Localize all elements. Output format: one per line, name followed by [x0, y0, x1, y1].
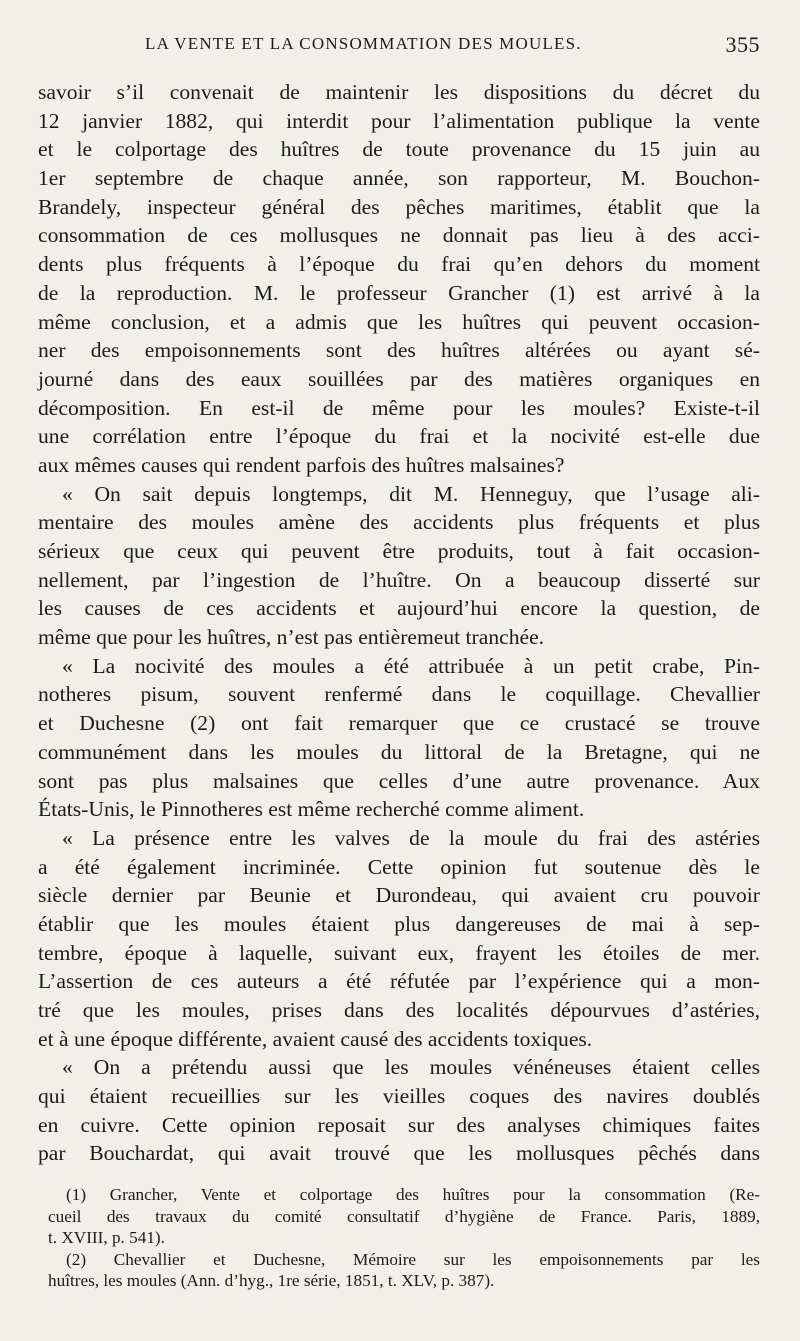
body-text	[38, 78, 760, 1168]
text-line: nellement, par l’ingestion de l’huître. On a beaucoup disserté sur	[38, 567, 760, 592]
text-line: 1er septembre de chaque année, son rapporteur, M. Bouchon-	[38, 166, 760, 191]
text-line: journé dans des eaux souillées par des matières organiques en	[38, 366, 760, 391]
text-line: savoir s’il convenait de maintenir les dispositions du décret du	[38, 80, 760, 104]
text-line: dents plus fréquents à l’époque du frai qu’en dehors du moment	[38, 252, 760, 277]
text-line: a été également incriminée. Cette opinion fut soutenue dès le	[38, 854, 760, 879]
text-line: et le colportage des huîtres de toute provenance du 15 juin au	[38, 137, 760, 162]
text-line: qui étaient recueillies sur les vieilles coques des navires doublés	[38, 1084, 760, 1109]
footnote-line: huîtres, les moules (Ann. d’hyg., 1re série, 1851, t. XLV, p. 387).	[48, 1271, 495, 1290]
footnote-line: (1) Grancher, Vente et colportage des huîtres pour la consommation (Re-	[66, 1185, 760, 1204]
text-line: en cuivre. Cette opinion reposait sur des analyses chimiques faites	[38, 1112, 760, 1137]
text-line: notheres pisum, souvent renfermé dans le coquillage. Chevallier	[38, 682, 760, 707]
footnote-line: cueil des travaux du comité consultatif d’hygiène de France. Paris, 1889,	[48, 1206, 760, 1226]
footnotes	[48, 1184, 760, 1292]
text-line: « La présence entre les valves de la moule du frai des astéries	[62, 825, 760, 850]
text-line: et Duchesne (2) ont fait remarquer que ce crustacé se trouve	[38, 711, 760, 736]
text-line: tembre, époque à laquelle, suivant eux, frayent les étoiles de mer.	[38, 940, 760, 965]
text-line: mentaire des moules amène des accidents plus fréquents et plus	[38, 510, 760, 535]
text-line: L’assertion de ces auteurs a été réfutée par l’expérience qui a mon-	[38, 969, 760, 994]
page-header	[145, 32, 760, 62]
text-line: sérieux que ceux qui peuvent être produits, tout à fait occasion-	[38, 539, 760, 563]
text-line: ner des empoisonnements sont des huîtres altérées ou ayant sé-	[38, 338, 760, 363]
text-line: établir que les moules étaient plus dangereuses de mai à sep-	[38, 911, 760, 936]
text-line: tré que les moules, prises dans des localités dépourvues d’astéries,	[38, 998, 760, 1022]
text-line: consommation de ces mollusques ne donnait pas lieu à des acci-	[38, 223, 760, 248]
text-line: Brandely, inspecteur général des pêches maritimes, établit que la	[38, 194, 760, 219]
text-line: même que pour les huîtres, n’est pas entièremeut tranchée.	[38, 625, 545, 650]
footnote-line: (2) Chevallier et Duchesne, Mémoire sur les empoisonnements par les	[66, 1249, 760, 1269]
text-line: de la reproduction. M. le professeur Grancher (1) est arrivé à la	[38, 280, 760, 305]
footnote-line: t. XVIII, p. 541).	[48, 1228, 165, 1247]
text-line: sont pas plus malsaines que celles d’une autre provenance. Aux	[38, 768, 760, 793]
text-line: 12 janvier 1882, qui interdit pour l’alimentation publique la vente	[38, 108, 760, 133]
text-line: siècle dernier par Beunie et Durondeau, qui avaient cru pouvoir	[38, 883, 760, 908]
text-line: aux mêmes causes qui rendent parfois des huîtres malsaines?	[38, 452, 565, 477]
text-line: « On sait depuis longtemps, dit M. Henneguy, que l’usage ali-	[62, 481, 760, 506]
text-line: États-Unis, le Pinnotheres est même recherché comme aliment.	[38, 797, 585, 822]
text-line: les causes de ces accidents et aujourd’hui encore la question, de	[38, 596, 760, 621]
text-line: par Bouchardat, qui avait trouvé que les mollusques pêchés dans	[38, 1141, 760, 1166]
text-line: une corrélation entre l’époque du frai et la nocivité est-elle due	[38, 424, 760, 449]
running-title: LA VENTE ET LA CONSOMMATION DES MOULES.	[145, 34, 582, 53]
text-line: même conclusion, et a admis que les huîtres qui peuvent occasion-	[38, 309, 760, 334]
text-line: « On a prétendu aussi que les moules vénéneuses étaient celles	[62, 1055, 760, 1080]
text-line: décomposition. En est-il de même pour les moules? Existe-t-il	[38, 395, 760, 420]
text-line: communément dans les moules du littoral de la Bretagne, qui ne	[38, 739, 760, 764]
page-number: 355	[725, 32, 760, 57]
text-line: « La nocivité des moules a été attribuée à un petit crabe, Pin-	[62, 653, 760, 678]
text-line: et à une époque différente, avaient causé des accidents toxiques.	[38, 1026, 593, 1051]
